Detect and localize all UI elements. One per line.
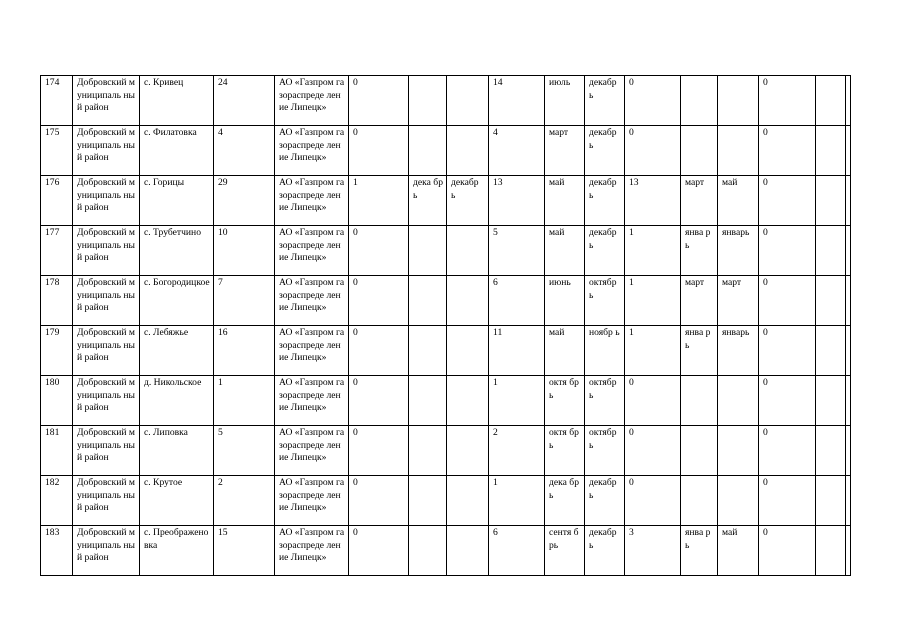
month-from-cell <box>681 126 718 176</box>
month-to-cell: октябр ь <box>585 426 625 476</box>
empty-cell <box>816 126 846 176</box>
month-to-cell <box>718 126 759 176</box>
value-cell: 0 <box>759 276 816 326</box>
month-to-cell: январь <box>718 326 759 376</box>
month-from-cell: июнь <box>545 276 585 326</box>
row-number-cell: 181 <box>41 426 73 476</box>
month-from-cell: дека брь <box>545 476 585 526</box>
value-cell: 0 <box>759 526 816 576</box>
table-row <box>41 276 851 326</box>
settlement-cell: с. Филатовка <box>140 126 214 176</box>
count-cell: 16 <box>214 326 275 376</box>
month-to-cell: март <box>718 276 759 326</box>
row-number-cell: 175 <box>41 126 73 176</box>
count-cell: 1 <box>214 376 275 426</box>
month-from-cell <box>409 126 447 176</box>
district-cell: Добровский муниципаль ный район <box>73 276 140 326</box>
row-number-cell: 178 <box>41 276 73 326</box>
empty-cell <box>846 426 851 476</box>
district-cell: Добровский муниципаль ный район <box>73 526 140 576</box>
value-cell: 0 <box>759 326 816 376</box>
row-number-cell: 183 <box>41 526 73 576</box>
month-from-cell <box>409 276 447 326</box>
settlement-cell: с. Богородицкое <box>140 276 214 326</box>
month-from-cell: октя брь <box>545 376 585 426</box>
month-to-cell: декабр ь <box>585 76 625 126</box>
row-number-cell: 179 <box>41 326 73 376</box>
month-to-cell: декабр ь <box>585 476 625 526</box>
value-cell: 0 <box>625 426 681 476</box>
month-to-cell <box>447 76 489 126</box>
district-cell: Добровский муниципаль ный район <box>73 476 140 526</box>
month-from-cell: май <box>545 226 585 276</box>
count-cell: 4 <box>214 126 275 176</box>
month-to-cell: октябр ь <box>585 376 625 426</box>
table-row <box>41 426 851 476</box>
value-cell: 0 <box>349 276 409 326</box>
value-cell: 0 <box>625 126 681 176</box>
district-cell: Добровский муниципаль ный район <box>73 76 140 126</box>
value-cell: 1 <box>489 376 545 426</box>
month-from-cell <box>409 476 447 526</box>
month-to-cell <box>718 76 759 126</box>
value-cell: 4 <box>489 126 545 176</box>
district-cell: Добровский муниципаль ный район <box>73 226 140 276</box>
month-to-cell <box>447 376 489 426</box>
month-to-cell <box>447 276 489 326</box>
month-to-cell <box>447 426 489 476</box>
organization-cell: АО «Газпром газораспреде ление Липецк» <box>275 376 349 426</box>
month-from-cell <box>409 326 447 376</box>
month-to-cell <box>718 376 759 426</box>
empty-cell <box>816 326 846 376</box>
table-row <box>41 376 851 426</box>
month-from-cell: июль <box>545 76 585 126</box>
month-to-cell <box>447 126 489 176</box>
month-to-cell <box>718 426 759 476</box>
month-from-cell: сентя брь <box>545 526 585 576</box>
value-cell: 0 <box>759 426 816 476</box>
value-cell: 0 <box>349 226 409 276</box>
month-to-cell: октябр ь <box>585 276 625 326</box>
settlement-cell: с. Крутое <box>140 476 214 526</box>
value-cell: 13 <box>625 176 681 226</box>
empty-cell <box>816 526 846 576</box>
month-to-cell: декабр ь <box>585 526 625 576</box>
organization-cell: АО «Газпром газораспреде ление Липецк» <box>275 276 349 326</box>
row-number-cell: 182 <box>41 476 73 526</box>
month-from-cell <box>681 476 718 526</box>
table-body <box>41 76 851 576</box>
month-from-cell: май <box>545 176 585 226</box>
month-from-cell <box>409 226 447 276</box>
value-cell: 0 <box>349 376 409 426</box>
row-number-cell: 176 <box>41 176 73 226</box>
value-cell: 0 <box>759 226 816 276</box>
value-cell: 0 <box>625 76 681 126</box>
organization-cell: АО «Газпром газораспреде ление Липецк» <box>275 176 349 226</box>
settlement-cell: с. Трубетчино <box>140 226 214 276</box>
empty-cell <box>846 76 851 126</box>
month-from-cell: май <box>545 326 585 376</box>
month-to-cell: декабр ь <box>447 176 489 226</box>
settlement-cell: с. Преображено вка <box>140 526 214 576</box>
month-from-cell <box>409 76 447 126</box>
month-to-cell: декабр ь <box>585 176 625 226</box>
value-cell: 1 <box>625 276 681 326</box>
month-to-cell: декабр ь <box>585 226 625 276</box>
value-cell: 1 <box>625 226 681 276</box>
count-cell: 24 <box>214 76 275 126</box>
value-cell: 13 <box>489 176 545 226</box>
empty-cell <box>846 126 851 176</box>
empty-cell <box>846 526 851 576</box>
month-to-cell <box>718 476 759 526</box>
settlement-cell: д. Никольское <box>140 376 214 426</box>
empty-cell <box>816 76 846 126</box>
value-cell: 6 <box>489 526 545 576</box>
table-row <box>41 476 851 526</box>
value-cell: 0 <box>349 476 409 526</box>
organization-cell: АО «Газпром газораспреде ление Липецк» <box>275 426 349 476</box>
empty-cell <box>816 176 846 226</box>
value-cell: 11 <box>489 326 545 376</box>
empty-cell <box>816 376 846 426</box>
count-cell: 29 <box>214 176 275 226</box>
value-cell: 0 <box>759 476 816 526</box>
value-cell: 0 <box>759 376 816 426</box>
month-to-cell: январь <box>718 226 759 276</box>
settlement-cell: с. Кривец <box>140 76 214 126</box>
month-from-cell: янва рь <box>681 526 718 576</box>
district-cell: Добровский муниципаль ный район <box>73 426 140 476</box>
month-to-cell <box>447 326 489 376</box>
value-cell: 0 <box>759 126 816 176</box>
month-from-cell: янва рь <box>681 226 718 276</box>
month-to-cell: ноябр ь <box>585 326 625 376</box>
value-cell: 0 <box>349 326 409 376</box>
month-from-cell: март <box>681 176 718 226</box>
value-cell: 3 <box>625 526 681 576</box>
month-to-cell <box>447 526 489 576</box>
value-cell: 0 <box>625 476 681 526</box>
value-cell: 14 <box>489 76 545 126</box>
district-cell: Добровский муниципаль ный район <box>73 176 140 226</box>
table-row <box>41 176 851 226</box>
value-cell: 1 <box>489 476 545 526</box>
month-from-cell <box>681 376 718 426</box>
district-cell: Добровский муниципаль ный район <box>73 326 140 376</box>
count-cell: 10 <box>214 226 275 276</box>
table-row <box>41 326 851 376</box>
value-cell: 1 <box>625 326 681 376</box>
month-from-cell: янва рь <box>681 326 718 376</box>
count-cell: 5 <box>214 426 275 476</box>
row-number-cell: 174 <box>41 76 73 126</box>
month-to-cell: декабр ь <box>585 126 625 176</box>
organization-cell: АО «Газпром газораспреде ление Липецк» <box>275 126 349 176</box>
gasification-table <box>40 75 851 576</box>
district-cell: Добровский муниципаль ный район <box>73 126 140 176</box>
value-cell: 5 <box>489 226 545 276</box>
count-cell: 7 <box>214 276 275 326</box>
month-from-cell <box>409 426 447 476</box>
empty-cell <box>816 226 846 276</box>
table-row <box>41 526 851 576</box>
empty-cell <box>846 276 851 326</box>
month-from-cell: март <box>545 126 585 176</box>
value-cell: 6 <box>489 276 545 326</box>
month-to-cell <box>447 476 489 526</box>
organization-cell: АО «Газпром газораспреде ление Липецк» <box>275 526 349 576</box>
month-to-cell: май <box>718 526 759 576</box>
value-cell: 0 <box>349 426 409 476</box>
month-from-cell <box>681 426 718 476</box>
count-cell: 15 <box>214 526 275 576</box>
empty-cell <box>846 376 851 426</box>
value-cell: 2 <box>489 426 545 476</box>
settlement-cell: с. Липовка <box>140 426 214 476</box>
organization-cell: АО «Газпром газораспреде ление Липецк» <box>275 476 349 526</box>
empty-cell <box>846 476 851 526</box>
value-cell: 1 <box>349 176 409 226</box>
month-from-cell: дека брь <box>409 176 447 226</box>
organization-cell: АО «Газпром газораспреде ление Липецк» <box>275 326 349 376</box>
month-from-cell <box>409 526 447 576</box>
empty-cell <box>816 426 846 476</box>
table-row <box>41 226 851 276</box>
month-to-cell <box>447 226 489 276</box>
value-cell: 0 <box>349 126 409 176</box>
month-from-cell: март <box>681 276 718 326</box>
district-cell: Добровский муниципаль ный район <box>73 376 140 426</box>
month-from-cell: октя брь <box>545 426 585 476</box>
table-row <box>41 76 851 126</box>
empty-cell <box>846 176 851 226</box>
value-cell: 0 <box>625 376 681 426</box>
empty-cell <box>846 226 851 276</box>
value-cell: 0 <box>759 176 816 226</box>
row-number-cell: 177 <box>41 226 73 276</box>
month-to-cell: май <box>718 176 759 226</box>
organization-cell: АО «Газпром газораспреде ление Липецк» <box>275 76 349 126</box>
empty-cell <box>816 476 846 526</box>
organization-cell: АО «Газпром газораспреде ление Липецк» <box>275 226 349 276</box>
month-from-cell <box>409 376 447 426</box>
month-from-cell <box>681 76 718 126</box>
empty-cell <box>846 326 851 376</box>
settlement-cell: с. Лебяжье <box>140 326 214 376</box>
value-cell: 0 <box>349 76 409 126</box>
table-row <box>41 126 851 176</box>
settlement-cell: с. Горицы <box>140 176 214 226</box>
row-number-cell: 180 <box>41 376 73 426</box>
value-cell: 0 <box>349 526 409 576</box>
empty-cell <box>816 276 846 326</box>
value-cell: 0 <box>759 76 816 126</box>
count-cell: 2 <box>214 476 275 526</box>
